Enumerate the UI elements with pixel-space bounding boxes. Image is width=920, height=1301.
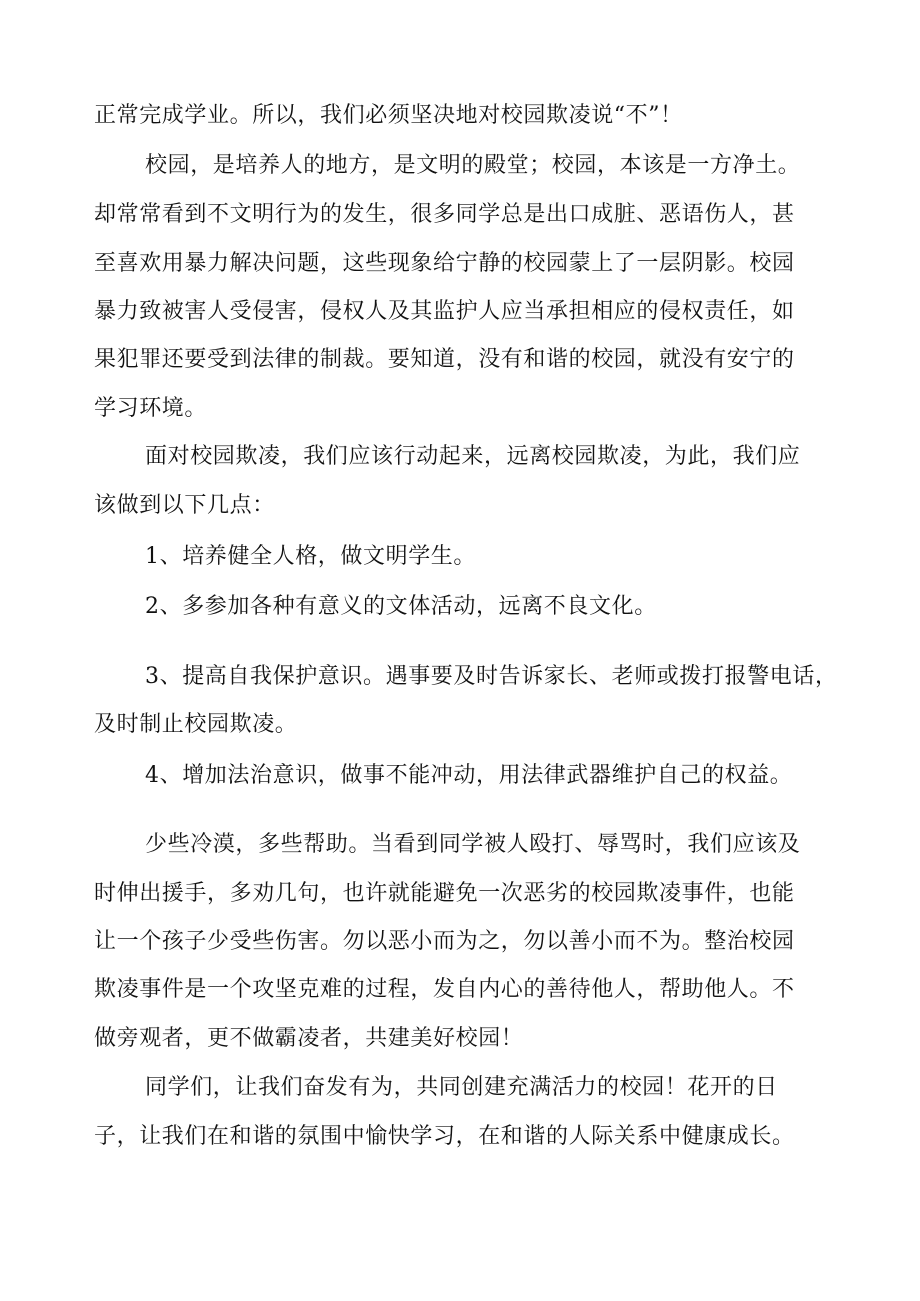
list-item: 4、增加法治意识，做事不能冲动，用法律武器维护自己的权益。 (145, 763, 793, 788)
text-line: 却常常看到不文明行为的发生，很多同学总是出口成脏、恶语伤人，甚 (94, 202, 795, 227)
text-line: 同学们，让我们奋发有为，共同创建充满活力的校园！花开的日 (145, 1075, 778, 1100)
text-line: 及时制止校园欺凌。 (94, 712, 298, 737)
text-line: 做旁观者，更不做霸凌者，共建美好校园！ (94, 1026, 524, 1051)
list-item: 1、培养健全人格，做文明学生。 (145, 544, 476, 569)
list-item: 3、提高自我保护意识。遇事要及时告诉家长、老师或拨打报警电话， (145, 664, 838, 689)
text-line: 时伸出援手，多劝几句，也许就能避免一次恶劣的校园欺凌事件，也能 (94, 881, 795, 906)
text-line: 至喜欢用暴力解决问题，这些现象给宁静的校园蒙上了一层阴影。校园 (94, 251, 795, 276)
text-line: 欺凌事件是一个攻坚克难的过程，发自内心的善待他人，帮助他人。不 (94, 977, 795, 1002)
text-line: 少些冷漠，多些帮助。当看到同学被人殴打、辱骂时，我们应该及 (145, 832, 801, 857)
text-line: 正常完成学业。所以，我们必须坚决地对校园欺凌说“不”！ (94, 103, 683, 128)
text-line: 子，让我们在和谐的氛围中愉快学习，在和谐的人际关系中健康成长。 (94, 1124, 795, 1149)
text-line: 面对校园欺凌，我们应该行动起来，远离校园欺凌，为此，我们应 (145, 444, 801, 469)
text-line: 该做到以下几点： (94, 493, 275, 518)
text-line: 暴力致被害人受侵害，侵权人及其监护人应当承担相应的侵权责任，如 (94, 299, 795, 324)
text-line: 学习环境。 (94, 396, 208, 421)
text-line: 让一个孩子少受些伤害。勿以恶小而为之，勿以善小而不为。整治校园 (94, 929, 795, 954)
list-item: 2、多参加各种有意义的文体活动，远离不良文化。 (145, 594, 657, 619)
text-line: 校园，是培养人的地方，是文明的殿堂；校园，本该是一方净土。 (145, 153, 801, 178)
text-line: 果犯罪还要受到法律的制裁。要知道，没有和谐的校园，就没有安宁的 (94, 347, 795, 372)
